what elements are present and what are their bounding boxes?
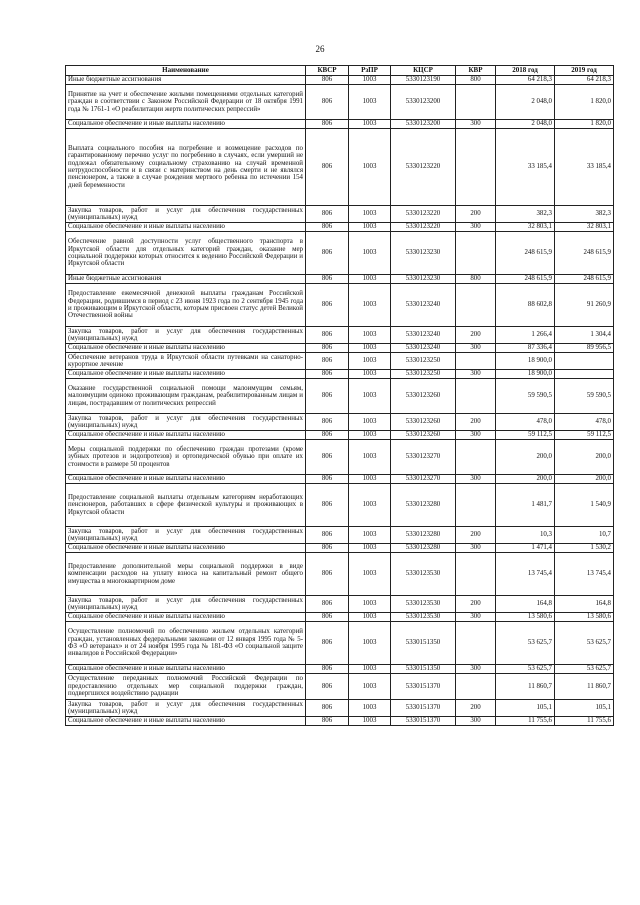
- row-2018: 200,0: [496, 440, 555, 475]
- row-name: Социальное обеспечение и иные выплаты населению: [66, 665, 306, 674]
- row-2018: 105,1: [496, 700, 555, 717]
- row-2018: 2 048,0: [496, 120, 555, 129]
- row-name: Закупка товаров, работ и услуг для обеспечения государственных (муниципальных) нужд: [66, 327, 306, 344]
- row-2019: 13 580,6: [555, 613, 614, 622]
- row-kcsr: 5330123220: [391, 129, 456, 206]
- row-kvsr: 806: [306, 475, 349, 484]
- row-kvsr: 806: [306, 76, 349, 85]
- row-2018: 18 900,0: [496, 370, 555, 379]
- row-kvsr: 806: [306, 129, 349, 206]
- row-kvsr: 806: [306, 674, 349, 700]
- header-2019: 2019 год: [555, 66, 614, 76]
- table-row: [66, 120, 614, 129]
- row-kvsr: 806: [306, 370, 349, 379]
- row-2018: 11 755,6: [496, 717, 555, 726]
- row-kcsr: 5330151370: [391, 717, 456, 726]
- row-name: Закупка товаров, работ и услуг для обеспечения государственных (муниципальных) нужд: [66, 414, 306, 431]
- row-kvr: 300: [456, 223, 496, 232]
- row-name: Социальное обеспечение и иные выплаты населению: [66, 344, 306, 353]
- row-kcsr: 5330123230: [391, 275, 456, 284]
- row-2018: 87 336,4: [496, 344, 555, 353]
- row-rzpr: 1003: [349, 527, 391, 544]
- table-row: [66, 85, 614, 120]
- row-kvr: 200: [456, 700, 496, 717]
- row-kcsr: 5330123190: [391, 76, 456, 85]
- row-kvr: 200: [456, 327, 496, 344]
- page-number: 26: [315, 44, 325, 54]
- row-name: Меры социальной поддержки по обеспечению граждан протезами (кроме зубных протезов и эндопротезов) и ортопедической обувью при оплате их стоимости в размере 50 процентов: [66, 440, 306, 475]
- row-2019: 32 803,1: [555, 223, 614, 232]
- row-rzpr: 1003: [349, 353, 391, 370]
- row-2018: 248 615,9: [496, 275, 555, 284]
- row-2019: 164,8: [555, 596, 614, 613]
- row-2019: 200,0: [555, 475, 614, 484]
- row-kcsr: 5330123260: [391, 414, 456, 431]
- table-row: [66, 596, 614, 613]
- table-row: [66, 379, 614, 414]
- row-2019: 33 185,4: [555, 129, 614, 206]
- table-row: [66, 665, 614, 674]
- row-kcsr: 5330123250: [391, 353, 456, 370]
- header-kvsr: КВСР: [306, 66, 349, 76]
- row-2019: [555, 370, 614, 379]
- row-kvr: 200: [456, 527, 496, 544]
- row-kvr: 800: [456, 76, 496, 85]
- row-kvsr: 806: [306, 85, 349, 120]
- row-rzpr: 1003: [349, 484, 391, 527]
- table-row: [66, 327, 614, 344]
- row-2018: 53 625,7: [496, 622, 555, 665]
- row-rzpr: 1003: [349, 622, 391, 665]
- row-name: Социальное обеспечение и иные выплаты населению: [66, 120, 306, 129]
- row-rzpr: 1003: [349, 475, 391, 484]
- row-name: Выплата социального пособия на погребение и возмещение расходов по гарантированному перечню услуг по погребению в случаях, если умерший не подлежал обязательному социальному страхованию на случай временной нетрудоспособности и в связи с материнством на день смерти и не являлся пенсионером, а также в случае рождения мертвого ребенка по истечении 154 дней беременности: [66, 129, 306, 206]
- row-kvr: 300: [456, 544, 496, 553]
- row-kcsr: 5330123250: [391, 370, 456, 379]
- row-2018: 382,3: [496, 206, 555, 223]
- header-kcsr: КЦСР: [391, 66, 456, 76]
- row-name: Обеспечение равной доступности услуг общественного транспорта в Иркутской области для отдельных категорий граждан, оказание мер социальной поддержки которых относится к ведению Российской Федерации и Иркутской области: [66, 232, 306, 275]
- row-2018: 248 615,9: [496, 232, 555, 275]
- row-2019: 64 218,3: [555, 76, 614, 85]
- table-row: [66, 129, 614, 206]
- row-kcsr: 5330123280: [391, 484, 456, 527]
- row-kcsr: 5330123220: [391, 223, 456, 232]
- row-rzpr: 1003: [349, 344, 391, 353]
- row-rzpr: 1003: [349, 431, 391, 440]
- table-row: [66, 553, 614, 596]
- row-2018: 32 803,1: [496, 223, 555, 232]
- row-2018: 33 185,4: [496, 129, 555, 206]
- row-rzpr: 1003: [349, 284, 391, 327]
- row-kcsr: 5330123240: [391, 284, 456, 327]
- row-rzpr: 1003: [349, 129, 391, 206]
- row-2019: 248 615,9: [555, 232, 614, 275]
- row-kvsr: 806: [306, 440, 349, 475]
- table-row: [66, 76, 614, 85]
- row-rzpr: 1003: [349, 596, 391, 613]
- row-kcsr: 5330123220: [391, 206, 456, 223]
- row-rzpr: 1003: [349, 232, 391, 275]
- row-2019: [555, 353, 614, 370]
- row-rzpr: 1003: [349, 553, 391, 596]
- row-2019: 1 530,2: [555, 544, 614, 553]
- budget-table: [65, 65, 614, 726]
- row-kvsr: 806: [306, 344, 349, 353]
- row-rzpr: 1003: [349, 700, 391, 717]
- row-2019: 1 540,9: [555, 484, 614, 527]
- row-kvsr: 806: [306, 223, 349, 232]
- row-rzpr: 1003: [349, 379, 391, 414]
- table-row: [66, 484, 614, 527]
- row-kcsr: 5330123230: [391, 232, 456, 275]
- row-2018: 10,3: [496, 527, 555, 544]
- row-2018: 478,0: [496, 414, 555, 431]
- row-2019: 91 260,9: [555, 284, 614, 327]
- table-row: [66, 206, 614, 223]
- row-kvsr: 806: [306, 700, 349, 717]
- table-row: [66, 232, 614, 275]
- table-row: [66, 440, 614, 475]
- row-kvr: 300: [456, 475, 496, 484]
- table-row: [66, 475, 614, 484]
- row-name: Осуществление переданных полномочий Российской Федерации по предоставлению отдельных мер социальной поддержки граждан, подвергшихся воздействию радиации: [66, 674, 306, 700]
- row-2018: 59 590,5: [496, 379, 555, 414]
- row-kvsr: 806: [306, 327, 349, 344]
- row-2018: 1 471,4: [496, 544, 555, 553]
- row-name: Закупка товаров, работ и услуг для обеспечения государственных (муниципальных) нужд: [66, 206, 306, 223]
- row-rzpr: 1003: [349, 544, 391, 553]
- row-kvsr: 806: [306, 596, 349, 613]
- row-kvr: [456, 674, 496, 700]
- table-row: [66, 544, 614, 553]
- row-2019: 59 112,5: [555, 431, 614, 440]
- row-kcsr: 5330123530: [391, 596, 456, 613]
- row-2018: 1 266,4: [496, 327, 555, 344]
- row-2019: 10,7: [555, 527, 614, 544]
- row-kvr: 300: [456, 717, 496, 726]
- row-name: Оказание государственной социальной помощи малоимущим семьям, малоимущим одиноко проживающим гражданам, реабилитированным лицам и лицам, пострадавшим от политических репрессий: [66, 379, 306, 414]
- row-kvr: [456, 232, 496, 275]
- table-row: [66, 613, 614, 622]
- row-2018: 53 625,7: [496, 665, 555, 674]
- row-name: Социальное обеспечение и иные выплаты населению: [66, 717, 306, 726]
- row-rzpr: 1003: [349, 440, 391, 475]
- row-kcsr: 5330123530: [391, 613, 456, 622]
- table-row: [66, 223, 614, 232]
- table-row: [66, 344, 614, 353]
- row-kvr: 300: [456, 370, 496, 379]
- row-kvr: [456, 379, 496, 414]
- row-name: Закупка товаров, работ и услуг для обеспечения государственных (муниципальных) нужд: [66, 527, 306, 544]
- row-kcsr: 5330123530: [391, 553, 456, 596]
- row-kcsr: 5330123270: [391, 475, 456, 484]
- row-kvsr: 806: [306, 206, 349, 223]
- row-name: Закупка товаров, работ и услуг для обеспечения государственных (муниципальных) нужд: [66, 700, 306, 717]
- header-name: Наименование: [66, 66, 306, 76]
- row-rzpr: 1003: [349, 613, 391, 622]
- row-name: Социальное обеспечение и иные выплаты населению: [66, 544, 306, 553]
- row-2018: 88 602,8: [496, 284, 555, 327]
- row-kvr: 300: [456, 665, 496, 674]
- row-2018: 13 580,6: [496, 613, 555, 622]
- row-kcsr: 5330151350: [391, 665, 456, 674]
- row-name: Социальное обеспечение и иные выплаты населению: [66, 431, 306, 440]
- row-rzpr: 1003: [349, 223, 391, 232]
- row-2019: 105,1: [555, 700, 614, 717]
- row-2019: 382,3: [555, 206, 614, 223]
- table-row: [66, 370, 614, 379]
- row-2018: 11 860,7: [496, 674, 555, 700]
- table-row: [66, 717, 614, 726]
- row-2018: 64 218,3: [496, 76, 555, 85]
- row-kcsr: 5330123270: [391, 440, 456, 475]
- table-row: [66, 275, 614, 284]
- table-row: [66, 353, 614, 370]
- row-kcsr: 5330123280: [391, 544, 456, 553]
- row-kvsr: 806: [306, 613, 349, 622]
- row-rzpr: 1003: [349, 85, 391, 120]
- row-kcsr: 5330151370: [391, 674, 456, 700]
- row-2019: 478,0: [555, 414, 614, 431]
- row-kvsr: 806: [306, 275, 349, 284]
- row-name: Социальное обеспечение и иные выплаты населению: [66, 613, 306, 622]
- row-kvr: [456, 129, 496, 206]
- row-2019: 248 615,9: [555, 275, 614, 284]
- row-rzpr: 1003: [349, 414, 391, 431]
- table-header-row: [66, 66, 614, 76]
- row-kvr: [456, 484, 496, 527]
- row-name: Предоставление дополнительной меры социальной поддержки в виде компенсации расходов на уплату взноса на капитальный ремонт общего имущества в многоквартирном доме: [66, 553, 306, 596]
- row-2018: 2 048,0: [496, 85, 555, 120]
- row-kcsr: 5330123260: [391, 379, 456, 414]
- table-row: [66, 700, 614, 717]
- row-name: Осуществление полномочий по обеспечению жильем отдельных категорий граждан, установленных федеральными законами от 12 января 1995 года № 5-ФЗ «О ветеранах» и от 24 ноября 1995 года № 181-ФЗ «О социальной защите инвалидов в Российской Федерации»: [66, 622, 306, 665]
- row-kvsr: 806: [306, 120, 349, 129]
- row-name: Иные бюджетные ассигнования: [66, 76, 306, 85]
- row-kvr: 200: [456, 414, 496, 431]
- row-2019: 1 820,0: [555, 85, 614, 120]
- row-kcsr: 5330123260: [391, 431, 456, 440]
- row-kvr: 300: [456, 431, 496, 440]
- row-rzpr: 1003: [349, 206, 391, 223]
- row-2019: 11 860,7: [555, 674, 614, 700]
- row-kvr: 200: [456, 206, 496, 223]
- row-kcsr: 5330123240: [391, 327, 456, 344]
- row-kvsr: 806: [306, 379, 349, 414]
- row-kvsr: 806: [306, 484, 349, 527]
- row-kvr: [456, 353, 496, 370]
- row-2019: 13 745,4: [555, 553, 614, 596]
- row-kvr: 200: [456, 596, 496, 613]
- row-2019: 1 304,4: [555, 327, 614, 344]
- row-rzpr: 1003: [349, 717, 391, 726]
- row-name: Иные бюджетные ассигнования: [66, 275, 306, 284]
- row-kvsr: 806: [306, 431, 349, 440]
- row-kvsr: 806: [306, 622, 349, 665]
- row-kvsr: 806: [306, 717, 349, 726]
- row-kcsr: 5330123280: [391, 527, 456, 544]
- header-rzpr: РзПР: [349, 66, 391, 76]
- row-name: Социальное обеспечение и иные выплаты населению: [66, 223, 306, 232]
- row-2019: 200,0: [555, 440, 614, 475]
- row-2018: 18 900,0: [496, 353, 555, 370]
- row-kvsr: 806: [306, 232, 349, 275]
- row-rzpr: 1003: [349, 674, 391, 700]
- table-row: [66, 622, 614, 665]
- row-name: Социальное обеспечение и иные выплаты населению: [66, 370, 306, 379]
- row-kvr: 300: [456, 344, 496, 353]
- row-kcsr: 5330151350: [391, 622, 456, 665]
- row-kvr: [456, 440, 496, 475]
- row-kvr: 800: [456, 275, 496, 284]
- row-name: Принятие на учет и обеспечение жилыми помещениями отдельных категорий граждан в соответствии с Законом Российской Федерации от 18 октября 1991 года № 1761-1 «О реабилитации жертв политических репрессий»: [66, 85, 306, 120]
- row-kcsr: 5330123200: [391, 85, 456, 120]
- row-kvr: [456, 622, 496, 665]
- row-kvsr: 806: [306, 414, 349, 431]
- row-2019: 53 625,7: [555, 665, 614, 674]
- row-kvsr: 806: [306, 527, 349, 544]
- row-rzpr: 1003: [349, 327, 391, 344]
- row-2018: 13 745,4: [496, 553, 555, 596]
- row-kvr: 300: [456, 120, 496, 129]
- row-kvsr: 806: [306, 665, 349, 674]
- row-kvsr: 806: [306, 544, 349, 553]
- row-2019: 11 755,6: [555, 717, 614, 726]
- table-row: [66, 674, 614, 700]
- row-name: Предоставление ежемесячной денежной выплаты гражданам Российской Федерации, родившимся в период с 23 июня 1923 года по 2 сентября 1945 года и проживающим в Иркутской области, которым присвоен статус детей Великой Отечественной войны: [66, 284, 306, 327]
- table-row: [66, 414, 614, 431]
- row-name: Социальное обеспечение и иные выплаты населению: [66, 475, 306, 484]
- row-2018: 59 112,5: [496, 431, 555, 440]
- row-rzpr: 1003: [349, 275, 391, 284]
- row-kvr: 300: [456, 613, 496, 622]
- row-2019: 1 820,0: [555, 120, 614, 129]
- row-rzpr: 1003: [349, 76, 391, 85]
- row-kvr: [456, 553, 496, 596]
- row-2018: 164,8: [496, 596, 555, 613]
- row-2018: 1 481,7: [496, 484, 555, 527]
- row-2019: 53 625,7: [555, 622, 614, 665]
- table-row: [66, 527, 614, 544]
- row-2018: 200,0: [496, 475, 555, 484]
- row-kcsr: 5330123200: [391, 120, 456, 129]
- header-kvr: КВР: [456, 66, 496, 76]
- row-kvr: [456, 85, 496, 120]
- row-rzpr: 1003: [349, 665, 391, 674]
- row-name: Закупка товаров, работ и услуг для обеспечения государственных (муниципальных) нужд: [66, 596, 306, 613]
- row-rzpr: 1003: [349, 120, 391, 129]
- header-2018: 2018 год: [496, 66, 555, 76]
- row-name: Обеспечение ветеранов труда в Иркутской области путевками на санаторно-курортное лечение: [66, 353, 306, 370]
- row-name: Предоставление социальной выплаты отдельным категориям неработающих пенсионеров, работавших в сфере физической культуры и проживающих в Иркутской области: [66, 484, 306, 527]
- row-kvsr: 806: [306, 353, 349, 370]
- row-kcsr: 5330151370: [391, 700, 456, 717]
- row-kvsr: 806: [306, 284, 349, 327]
- row-2019: 59 590,5: [555, 379, 614, 414]
- row-2019: 89 956,5: [555, 344, 614, 353]
- row-kvr: [456, 284, 496, 327]
- table-row: [66, 284, 614, 327]
- row-kcsr: 5330123240: [391, 344, 456, 353]
- table-row: [66, 431, 614, 440]
- row-kvsr: 806: [306, 553, 349, 596]
- row-rzpr: 1003: [349, 370, 391, 379]
